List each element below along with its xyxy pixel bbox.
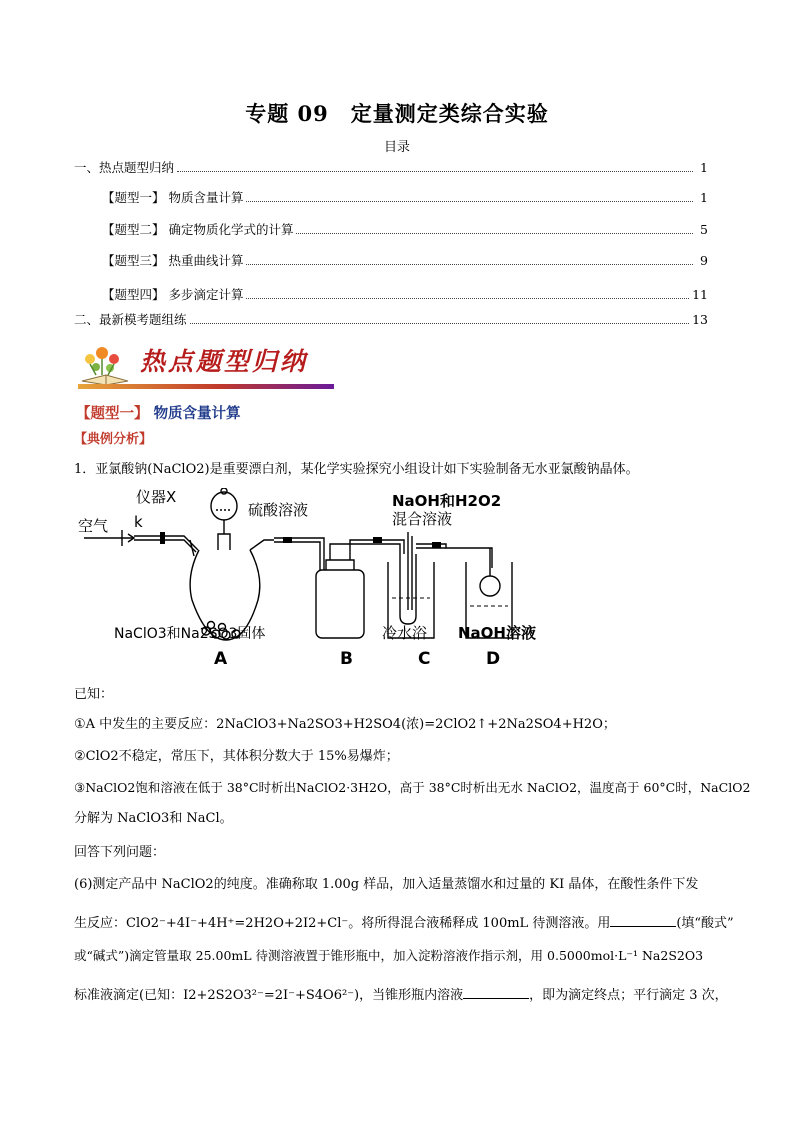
toc-heading: 目录 bbox=[383, 140, 410, 155]
label-air: 空气 bbox=[78, 517, 109, 535]
label-naoh-solution: NaOH溶液 bbox=[458, 624, 536, 642]
answer-blank-1[interactable] bbox=[610, 914, 676, 927]
label-k: k bbox=[134, 513, 143, 531]
toc-entry-type-4[interactable] bbox=[102, 285, 708, 303]
label-instrument-x: 仪器X bbox=[136, 488, 177, 506]
toc-label: 【题型二】 确定物质化学式的计算 bbox=[102, 222, 294, 237]
toc-page: 5 bbox=[700, 222, 708, 237]
label-solid: NaClO3和Na2SO3固体 bbox=[114, 626, 266, 642]
known-reaction-1: ①A 中发生的主要反应：2NaClO3+Na2SO3+H2SO4(浓)=2ClO2↑+2Na2SO4+H2O； bbox=[74, 717, 616, 732]
question-6-line-1: (6)测定产品中 NaClO2的纯度。准确称取 1.00g 样品，加入适量蒸馏水和过量的 KI 晶体，在酸性条件下发 bbox=[74, 877, 699, 892]
toc-label: 【题型四】 多步滴定计算 bbox=[102, 287, 244, 302]
type-bracket: 【题型一】 bbox=[76, 405, 149, 422]
toc-entry-type-3[interactable] bbox=[102, 251, 708, 269]
toc-page: 1 bbox=[700, 160, 708, 175]
toc-entry-mock-exams[interactable] bbox=[74, 310, 708, 328]
question-label: 回答下列问题： bbox=[74, 845, 166, 860]
toc-page: 13 bbox=[692, 312, 708, 327]
toc-entry-type-1[interactable] bbox=[102, 188, 708, 206]
section-banner bbox=[76, 337, 334, 391]
label-d: D bbox=[486, 649, 501, 669]
funnel-d bbox=[480, 576, 500, 596]
page-title: 专题 09 定量测定类综合实验 bbox=[245, 101, 549, 126]
question-6-line-2: 生反应：ClO2⁻+4I⁻+4H⁺=2H2O+2I2+Cl⁻。将所得混合液稀释成 100mL 待测溶液。用 (填“酸式” bbox=[74, 916, 734, 931]
known-fact-3: ③NaClO2饱和溶液在低于 38°C时析出NaClO2·3H2O，高于 38°C时析出无水 NaClO2，温度高于 60°C时，NaClO2 bbox=[74, 780, 751, 795]
toc-page: 11 bbox=[692, 287, 708, 302]
answer-blank-2[interactable] bbox=[463, 986, 529, 999]
banner-underline bbox=[78, 384, 334, 389]
label-naoh-h2o2: NaOH和H2O2 bbox=[392, 492, 502, 510]
apparatus-diagram bbox=[74, 488, 544, 678]
dropping-funnel bbox=[211, 492, 237, 520]
type-title: 物质含量计算 bbox=[153, 405, 241, 422]
banner-text: 热点题型归纳 bbox=[140, 347, 309, 376]
problem-type-heading bbox=[76, 402, 241, 423]
label-c: C bbox=[418, 649, 431, 669]
known-label: 已知： bbox=[74, 687, 114, 702]
label-mixed-solution: 混合溶液 bbox=[392, 510, 453, 528]
known-fact-2: ②ClO2不稳定，常压下，其体积分数大于 15%易爆炸； bbox=[74, 749, 399, 764]
toc-label: 【题型一】 物质含量计算 bbox=[102, 190, 244, 205]
toc-entry-type-2[interactable] bbox=[102, 220, 708, 238]
apparatus-svg bbox=[74, 488, 544, 678]
toc-label: 一、热点题型归纳 bbox=[74, 160, 175, 175]
problem-intro: 1．亚氯酸钠(NaClO2)是重要漂白剂，某化学实验探究小组设计如下实验制备无水亚氯酸钠晶体。 bbox=[74, 462, 639, 477]
known-fact-3-cont: 分解为 NaClO3和 NaCl。 bbox=[74, 811, 233, 826]
label-cold-bath: 冷水浴 bbox=[382, 624, 428, 642]
banner-graphic bbox=[76, 337, 334, 391]
toc-entry-hot-topics[interactable] bbox=[74, 158, 708, 176]
question-6-line-4: 标准液滴定(已知：I2+2S2O3²⁻=2I⁻+S4O6²⁻)，当锥形瓶内溶液 ，即为滴定终点；平行滴定 3 次， bbox=[74, 988, 728, 1003]
toc-label: 二、最新模考题组练 bbox=[74, 312, 187, 327]
clamp-k bbox=[160, 532, 165, 544]
toc-page: 9 bbox=[700, 253, 708, 268]
toc-label: 【题型三】 热重曲线计算 bbox=[102, 253, 244, 268]
bottle-b bbox=[316, 570, 364, 638]
book-flower-icon bbox=[82, 347, 128, 385]
toc-page: 1 bbox=[700, 190, 708, 205]
question-6-line-3: 或“碱式”)滴定管量取 25.00mL 待测溶液置于锥形瓶中，加入淀粉溶液作指示剂，用 0.5000mol·L⁻¹ Na2S2O3 bbox=[74, 948, 704, 963]
label-a: A bbox=[214, 649, 228, 669]
label-acid: 硫酸溶液 bbox=[248, 501, 309, 519]
label-b: B bbox=[340, 649, 353, 669]
analysis-label: 【典例分析】 bbox=[74, 432, 153, 447]
